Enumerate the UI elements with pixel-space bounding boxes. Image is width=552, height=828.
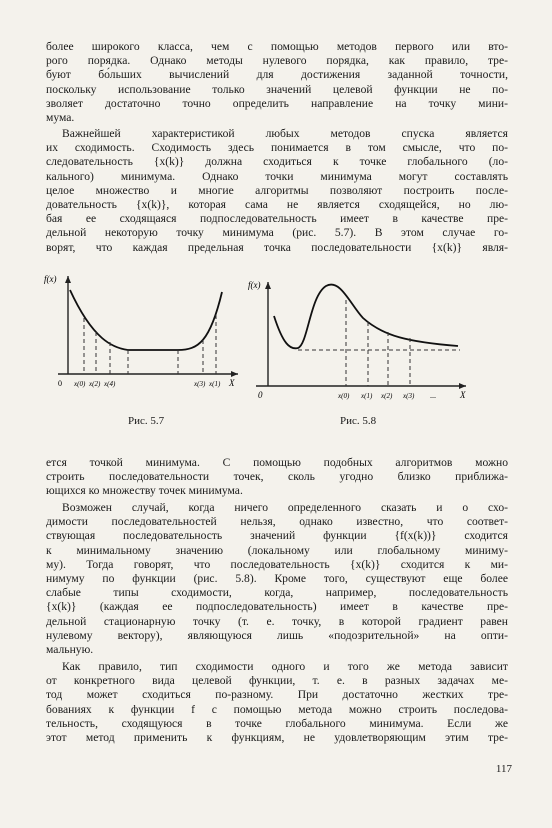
tick-label: x(3) xyxy=(194,380,206,388)
figure-5-7-caption: Рис. 5.7 xyxy=(128,415,165,427)
paragraph-2 xyxy=(46,127,508,255)
text-line: бая ее сходящаяся подпоследовательность имеет в качестве пре- xyxy=(46,212,508,226)
tick-label: x(4) xyxy=(104,380,116,388)
text-line: этот метод применить к функциям, не удовлетворяющим этим тре- xyxy=(46,731,508,745)
function-curve xyxy=(274,285,458,349)
y-axis-label: f(x) xyxy=(248,280,261,290)
text-line: ется точкой минимума. С помощью подобных алгоритмов можно xyxy=(46,456,508,469)
tick-label: x(2) xyxy=(89,380,101,388)
figure-5-8-graphic xyxy=(248,274,473,404)
text-line: буют бо́льших вычислений для достижения заданной точности, xyxy=(46,68,508,82)
tick-label: x(2) xyxy=(381,392,393,400)
paragraph-5 xyxy=(46,660,508,745)
text-line: {x(k)} (каждая ее подпоследовательность) имеет в качестве пре- xyxy=(46,600,508,614)
figure-5-7-graphic xyxy=(38,270,248,395)
text-line: Важнейшей характеристикой любых методов спуска является xyxy=(62,127,508,140)
text-line: нимуму по функции (рис. 5.8). Кроме того, существуют еще более xyxy=(46,572,508,586)
x-axis-label: X xyxy=(460,390,466,400)
text-line: тельность, сходящуюся в точке глобального минимума. Если же xyxy=(46,716,508,730)
text-line: мума. xyxy=(46,111,75,125)
origin-label: 0 xyxy=(58,379,62,388)
dashed-guides xyxy=(346,300,410,386)
origin-label: 0 xyxy=(258,390,263,400)
text-line: дельной стационарную точку (т. е. точку, в которой градиент равен xyxy=(46,614,508,628)
paragraph-4 xyxy=(46,501,508,657)
text-line: Возможен случай, когда ничего определенного сказать и о схо- xyxy=(62,501,508,514)
text-line: ющихся ко множеству точек минимума. xyxy=(46,484,243,498)
figure-5-7 xyxy=(38,270,248,395)
text-line: целое множество и многие алгоритмы позволяют построить после- xyxy=(46,183,508,197)
x-axis-arrow xyxy=(231,371,238,377)
text-line: ворят, что каждая предельная точка последовательности {x(k)} явля- xyxy=(46,240,508,254)
tick-label: x(3) xyxy=(403,392,415,400)
y-axis-arrow xyxy=(265,282,271,289)
tick-label: x(0) xyxy=(338,392,350,400)
paragraph-3 xyxy=(46,456,508,499)
text-line: следовательность {x(k)} должна сходиться к точке глобального (ло- xyxy=(46,155,508,169)
text-line: му). Тогда говорят, что последовательность {x(k)} сходится к ми- xyxy=(46,557,508,571)
figure-5-8-caption: Рис. 5.8 xyxy=(340,415,377,427)
text-line: дельной некоторую точку минимума (рис. 5.7). В этом случае го- xyxy=(46,226,508,240)
text-line: димости последовательностей нельзя, однако известно, что соответ- xyxy=(46,515,508,529)
figure-5-8 xyxy=(248,274,473,404)
text-line: кального) минимума. Однако точки минимума могут составлять xyxy=(46,169,508,183)
text-line: их сходимость. Сходимость здесь понимается в том смысле, что по- xyxy=(46,141,508,155)
y-axis-label: f(x) xyxy=(44,274,57,284)
text-line: к минимальному значению (локальному или глобальному миниму- xyxy=(46,543,508,557)
x-axis-arrow xyxy=(459,383,466,389)
tick-label: x(1) xyxy=(361,392,373,400)
text-line: более широкого класса, чем с помощью методов первого или вто- xyxy=(46,40,508,53)
tick-label: x(0) xyxy=(74,380,86,388)
y-axis-arrow xyxy=(65,276,71,283)
tick-label: ... xyxy=(430,391,436,400)
text-line: от конкретного вида целевой функции, т. е. в разных задачах ме- xyxy=(46,674,508,688)
text-line: рого порядка. Однако методы нулевого порядка, как правило, тре- xyxy=(46,54,508,68)
paragraph-1 xyxy=(46,40,508,125)
text-line: слабые типы сходимости, когда, например, последовательность xyxy=(46,586,508,600)
text-line: строить последовательности точек, сколь угодно близко приближа- xyxy=(46,470,508,484)
text-line: мальную. xyxy=(46,643,94,657)
text-line: довательность {x(k)}, которая сама не является сходящейся, но лю- xyxy=(46,198,508,212)
text-line: Как правило, тип сходимости одного и того же метода зависит xyxy=(62,660,508,673)
text-line: зволяет достаточно точно определить направление на точку мини- xyxy=(46,96,508,110)
text-line: ствующая последовательность значений функции {f(x(k))} сходится xyxy=(46,529,508,543)
tick-label: x(1) xyxy=(209,380,221,388)
text-line: поскольку использование только значений целевой функции не по- xyxy=(46,82,508,96)
function-curve xyxy=(70,290,222,350)
x-axis-label: X xyxy=(229,378,235,388)
text-line: нулевому вектору), являющуюся лишь «подозрительной» на опти- xyxy=(46,628,508,642)
text-line: бованиях к функции f с помощью метода можно строить последова- xyxy=(46,702,508,716)
page-number: 117 xyxy=(495,763,512,775)
text-line: тод может сходиться по-разному. При достаточно жестких тре- xyxy=(46,688,508,702)
